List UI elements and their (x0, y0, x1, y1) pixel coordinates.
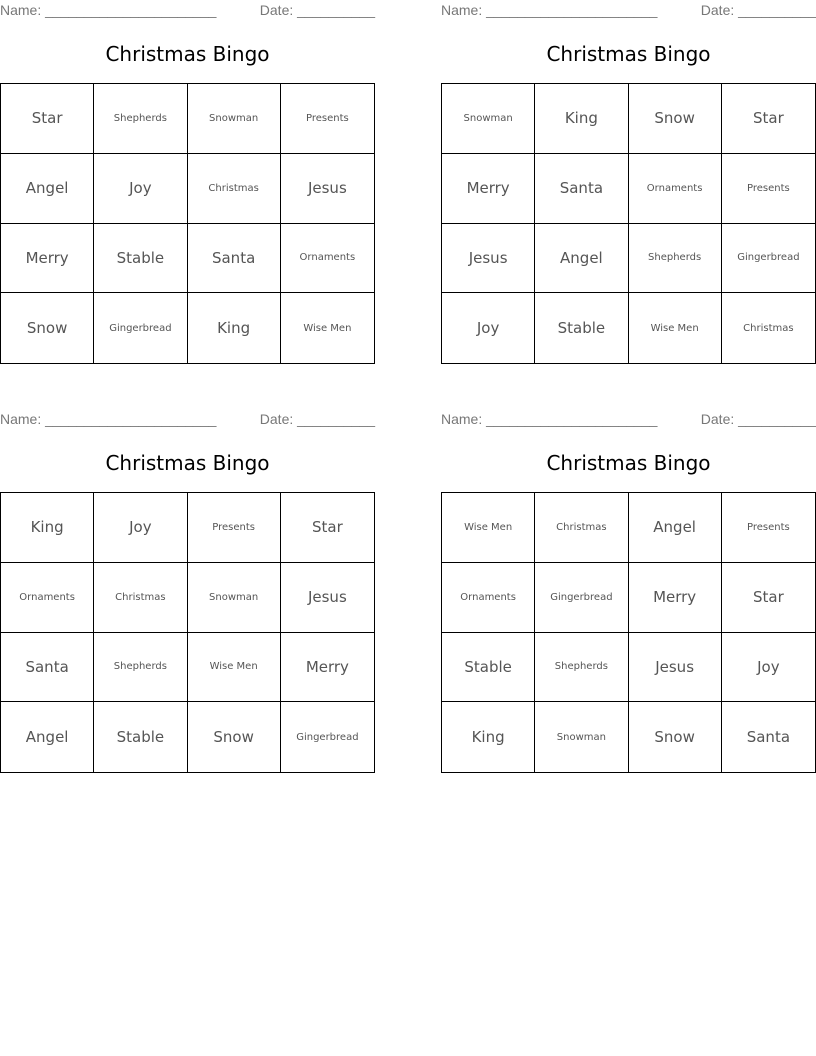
bingo-cell: Angel (1, 154, 94, 224)
bingo-cell: Gingerbread (296, 731, 359, 743)
bingo-cell: Jesus (442, 224, 535, 294)
card-title: Christmas Bingo (105, 451, 270, 475)
bingo-cell: Merry (442, 154, 535, 224)
bingo-card (441, 0, 816, 364)
bingo-cell: Ornaments (281, 224, 374, 294)
bingo-cell: Angel (1, 702, 94, 772)
bingo-cell: Joy (94, 493, 187, 563)
bingo-card (0, 0, 375, 364)
bingo-cell: Star (1, 84, 94, 154)
bingo-cell: Gingerbread (535, 563, 628, 633)
bingo-cell: Snow (1, 293, 94, 363)
bingo-cell: Santa (746, 728, 791, 747)
bingo-cell: Shepherds (629, 224, 722, 294)
bingo-cell: Angel (535, 224, 628, 294)
name-field: Name: ______________________ (0, 2, 217, 18)
date-field: Date: __________ (700, 411, 816, 427)
bingo-cell: Snow (629, 702, 722, 772)
bingo-cell: Star (722, 84, 815, 154)
bingo-cell: King (1, 493, 94, 563)
bingo-cell: Jesus (281, 154, 374, 224)
bingo-cell: King (442, 702, 535, 772)
bingo-cell: Shepherds (94, 84, 187, 154)
name-field: Name: ______________________ (441, 2, 658, 18)
bingo-cell: Joy (722, 633, 815, 703)
bingo-cell: Ornaments (442, 563, 535, 633)
bingo-cell: Star (722, 563, 815, 633)
bingo-cell: Presents (722, 493, 815, 563)
bingo-cell: Shepherds (535, 633, 628, 703)
bingo-cell: Star (281, 493, 374, 563)
bingo-cell: Santa (1, 633, 94, 703)
bingo-cell: Angel (629, 493, 722, 563)
bingo-cell: Jesus (629, 633, 722, 703)
bingo-grid (0, 492, 375, 773)
bingo-cell: Stable (535, 293, 628, 363)
bingo-cell: Christmas (188, 154, 281, 224)
bingo-cell: Ornaments (1, 563, 94, 633)
name-field: Name: ______________________ (441, 411, 658, 427)
bingo-cell: Jesus (281, 563, 374, 633)
bingo-cell: Christmas (94, 563, 187, 633)
bingo-card (0, 409, 375, 773)
bingo-cell: Wise Men (303, 322, 352, 334)
bingo-cell: King (535, 84, 628, 154)
bingo-cell: Christmas (743, 322, 794, 334)
bingo-cell: Joy (94, 154, 187, 224)
bingo-cell: Snow (188, 702, 281, 772)
bingo-cell: Merry (281, 633, 374, 703)
bingo-cell: Wise Men (442, 493, 535, 563)
bingo-cell: Stable (94, 224, 187, 294)
bingo-cell: Wise Men (188, 633, 281, 703)
date-field: Date: __________ (259, 411, 375, 427)
bingo-cell: Merry (629, 563, 722, 633)
bingo-cell: Wise Men (629, 293, 722, 363)
bingo-cell: Merry (1, 224, 94, 294)
bingo-cell: Presents (188, 493, 281, 563)
bingo-cell: Presents (281, 84, 374, 154)
bingo-cell: Snowman (535, 702, 628, 772)
bingo-cell: Snowman (188, 84, 281, 154)
bingo-cell: Christmas (535, 493, 628, 563)
bingo-cell: Ornaments (629, 154, 722, 224)
bingo-cell: Snow (629, 84, 722, 154)
bingo-grid (441, 83, 816, 364)
bingo-cell: Santa (188, 224, 281, 294)
bingo-cell: Snowman (442, 84, 535, 154)
bingo-cell: King (188, 293, 281, 363)
bingo-cell: Stable (94, 702, 187, 772)
bingo-cell: Santa (535, 154, 628, 224)
date-field: Date: __________ (259, 2, 375, 18)
card-title: Christmas Bingo (546, 42, 711, 66)
card-title: Christmas Bingo (105, 42, 270, 66)
bingo-grid (441, 492, 816, 773)
card-title: Christmas Bingo (546, 451, 711, 475)
bingo-card (441, 409, 816, 773)
bingo-cell: Joy (442, 293, 535, 363)
bingo-cell: Snowman (188, 563, 281, 633)
date-field: Date: __________ (700, 2, 816, 18)
name-field: Name: ______________________ (0, 411, 217, 427)
bingo-cell: Stable (442, 633, 535, 703)
bingo-cell: Gingerbread (722, 224, 815, 294)
bingo-grid (0, 83, 375, 364)
bingo-cell: Shepherds (94, 633, 187, 703)
bingo-cell: Presents (722, 154, 815, 224)
bingo-cell: Gingerbread (94, 293, 187, 363)
